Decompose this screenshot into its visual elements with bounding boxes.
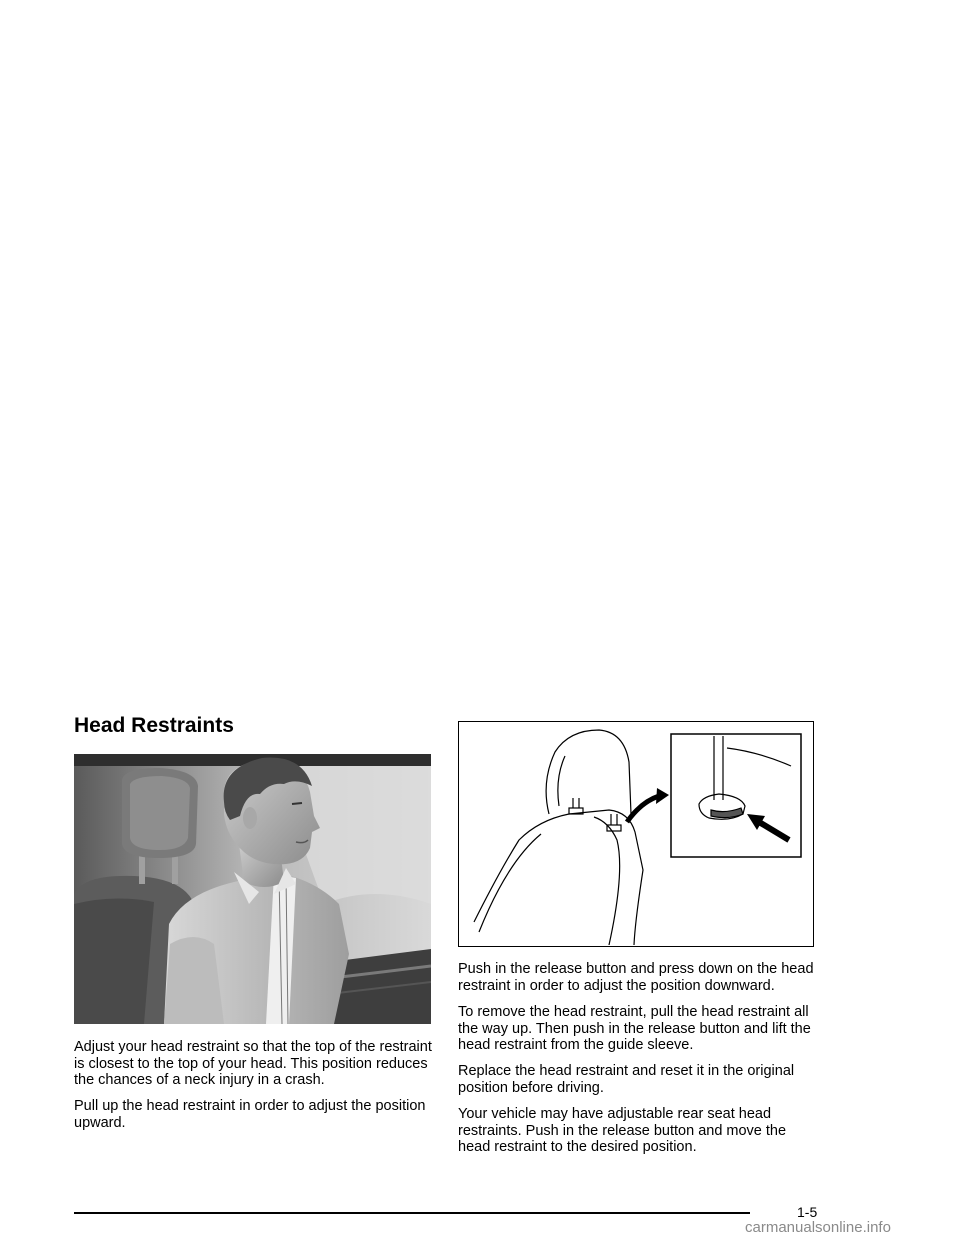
left-paragraph-1: Adjust your head restraint so that the top of the restraint is closest to the top of your head. This position reduces the chances of a neck injury in a crash. — [74, 1039, 432, 1088]
right-paragraph-2: To remove the head restraint, pull the head restraint all the way up. Then push in the release button and lift the head restraint from the guide sleeve. — [458, 1004, 811, 1053]
driver-head-restraint-photo — [74, 754, 431, 1024]
left-paragraph-2: Pull up the head restraint in order to adjust the position upward. — [74, 1098, 426, 1131]
head-restraint-release-diagram — [458, 721, 814, 947]
right-paragraph-3: Replace the head restraint and reset it in the original position before driving. — [458, 1063, 795, 1096]
watermark-text: carmanualsonline.info — [745, 1219, 891, 1236]
right-paragraph-1: Push in the release button and press down on the head restraint in order to adjust the position downward. — [458, 961, 814, 994]
footer-rule — [74, 1212, 750, 1214]
page-number: 1-5 — [797, 1204, 818, 1220]
right-paragraph-4: Your vehicle may have adjustable rear seat head restraints. Push in the release button and move the head restraint to the desired position. — [458, 1106, 787, 1155]
section-heading: Head Restraints — [74, 714, 234, 737]
